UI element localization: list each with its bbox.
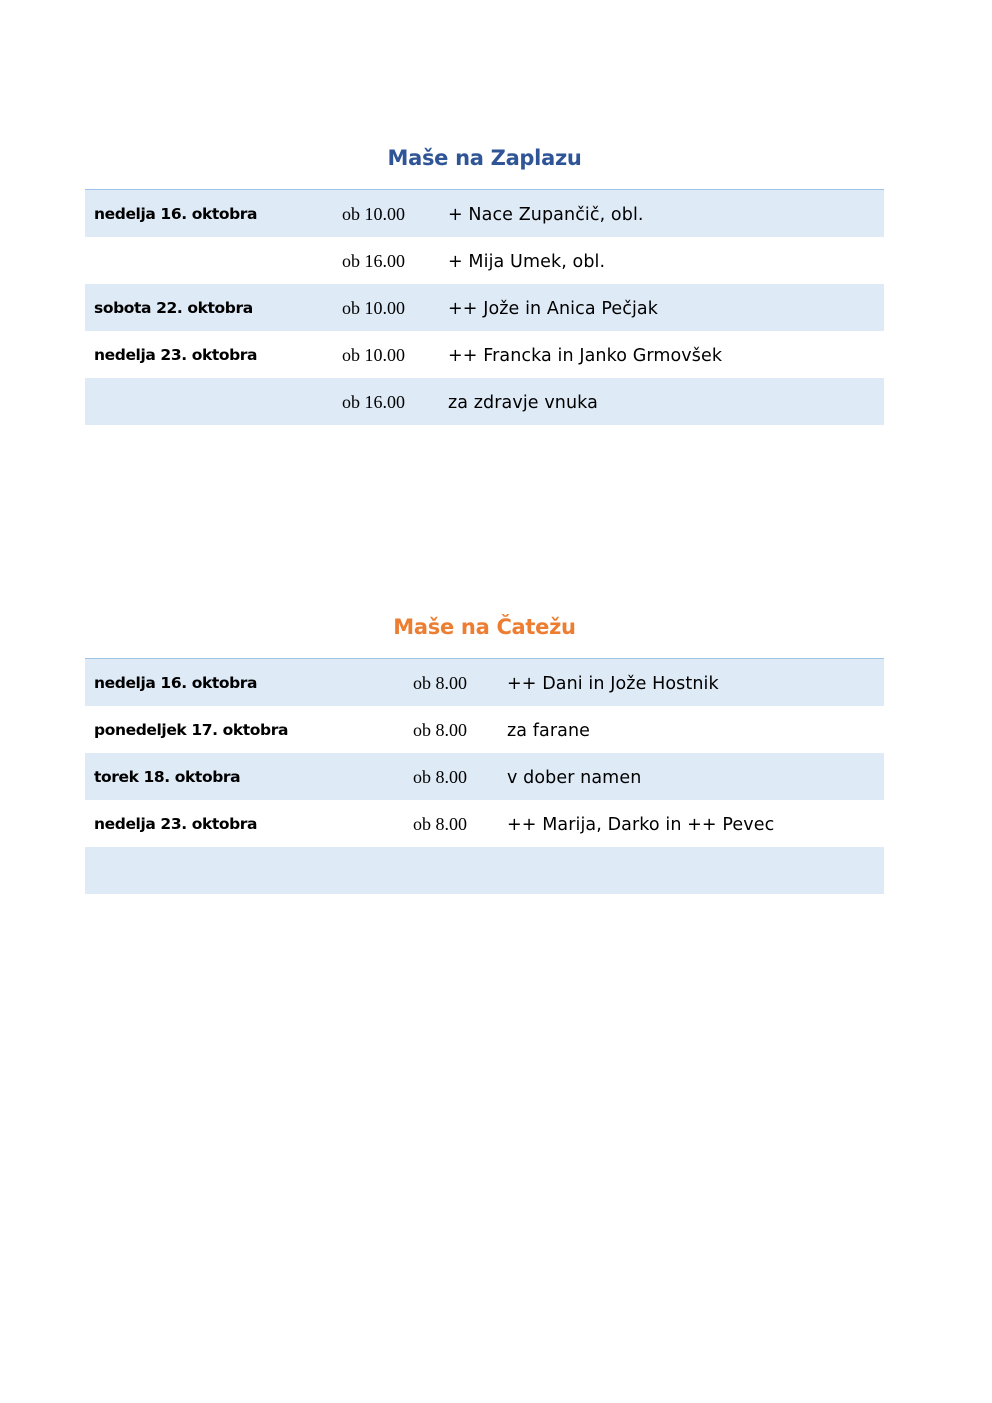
table-row (85, 800, 884, 847)
row-time: ob 16.00 (342, 392, 405, 412)
table-row (85, 378, 884, 425)
row-date: nedelja 16. oktobra (94, 674, 258, 692)
row-date: nedelja 16. oktobra (94, 205, 258, 223)
row-date: nedelja 23. oktobra (94, 346, 258, 364)
table-row (85, 706, 884, 753)
table-row (85, 331, 884, 378)
row-intention: + Nace Zupančič, obl. (448, 205, 644, 225)
row-intention: za zdravje vnuka (448, 393, 598, 413)
catez-table (85, 658, 884, 894)
row-date: ponedeljek 17. oktobra (94, 721, 289, 739)
row-intention: v dober namen (507, 768, 642, 788)
catez-title: Maše na Čatežu (393, 615, 576, 639)
row-intention: ++ Jože in Anica Pečjak (448, 299, 658, 319)
table-row (85, 847, 884, 894)
table-row (85, 237, 884, 284)
row-intention: ++ Marija, Darko in ++ Pevec (507, 815, 775, 835)
row-time: ob 8.00 (413, 814, 467, 834)
catez-section (85, 612, 884, 894)
zaplaz-section (85, 143, 884, 425)
table-row (85, 284, 884, 331)
row-intention: za farane (507, 721, 591, 741)
zaplaz-title: Maše na Zaplazu (387, 146, 582, 170)
row-intention: + Mija Umek, obl. (448, 252, 606, 272)
row-date: torek 18. oktobra (94, 768, 241, 786)
table-row (85, 190, 884, 237)
row-time: ob 16.00 (342, 251, 405, 271)
zaplaz-table (85, 189, 884, 425)
row-time: ob 8.00 (413, 767, 467, 787)
row-intention: ++ Francka in Janko Grmovšek (448, 346, 723, 366)
row-time: ob 8.00 (413, 720, 467, 740)
table-row (85, 659, 884, 706)
row-time: ob 10.00 (342, 298, 405, 318)
row-intention: ++ Dani in Jože Hostnik (507, 674, 719, 694)
row-time: ob 10.00 (342, 204, 405, 224)
row-date: sobota 22. oktobra (94, 299, 253, 317)
row-time: ob 10.00 (342, 345, 405, 365)
table-row (85, 753, 884, 800)
row-date: nedelja 23. oktobra (94, 815, 258, 833)
row-time: ob 8.00 (413, 673, 467, 693)
